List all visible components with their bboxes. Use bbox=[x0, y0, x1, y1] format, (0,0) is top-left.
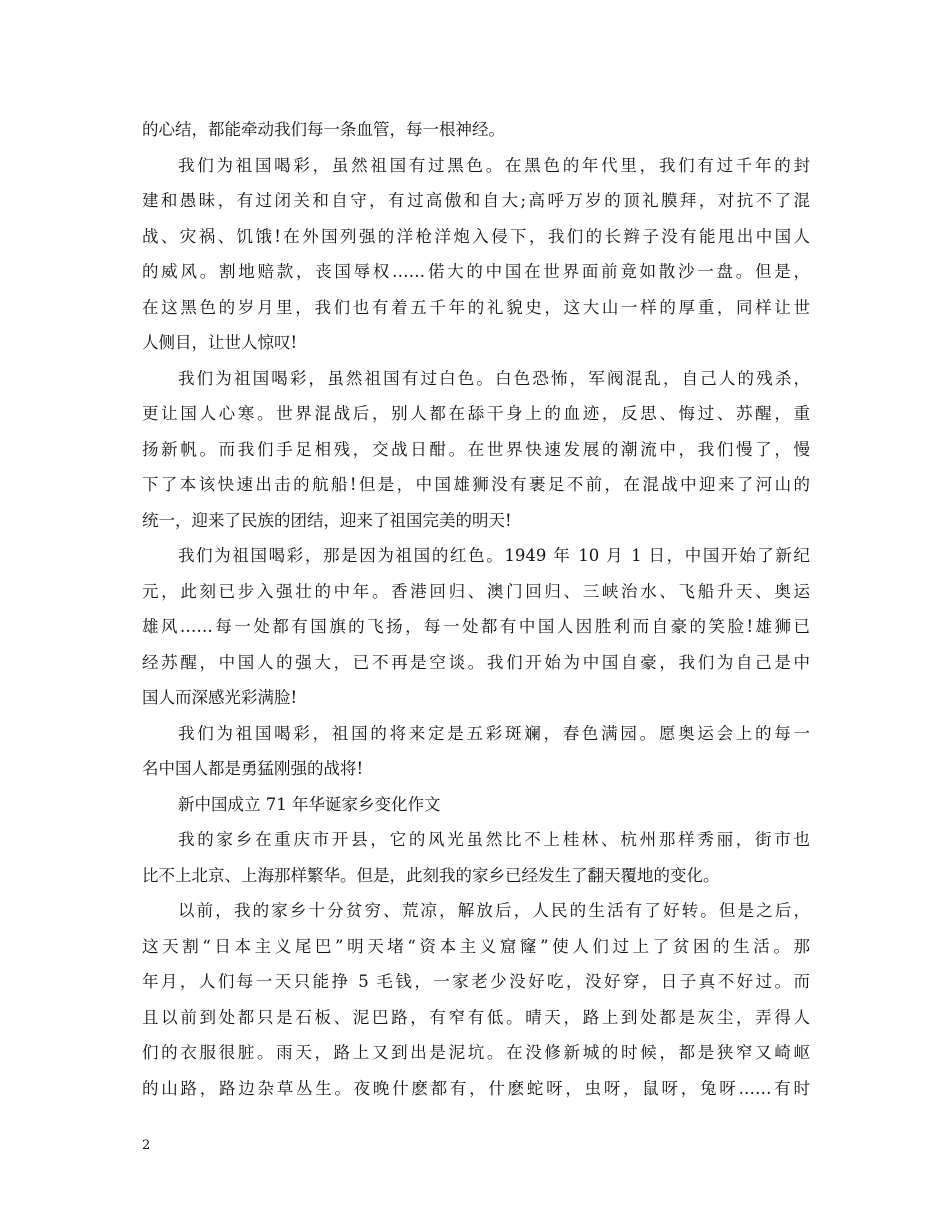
text-line: 年月，人们每一天只能挣 5 毛钱，一家老少没好吃，没好穿，日子真不好过。而 bbox=[142, 972, 810, 991]
text-line: 新中国成立 71 年华诞家乡变化作文 bbox=[178, 794, 441, 814]
text-line: 扬新帆。而我们手足相残，交战日酣。在世界快速发展的潮流中，我们慢了，慢 bbox=[142, 439, 810, 459]
text-line: 国人而深感光彩满脸! bbox=[142, 688, 298, 707]
text-line: 在这黑色的岁月里，我们也有着五千年的礼貌史，这大山一样的厚重，同样让世 bbox=[142, 297, 810, 317]
text-line: 的山路，路边杂草丛生。夜晚什麽都有，什麽蛇呀，虫呀，鼠呀，兔呀……有时 bbox=[142, 1078, 810, 1098]
text-line: 的心结，都能牵动我们每一条血管，每一根神经。 bbox=[142, 120, 505, 139]
text-line: 以前，我的家乡十分贫穷、荒凉，解放后，人民的生活有了好转。但是之后， bbox=[178, 901, 810, 920]
body-text bbox=[142, 112, 810, 1106]
text-line: 们的衣服很脏。雨天，路上又到出是泥坑。在没修新城的时候，都是狭窄又崎岖 bbox=[142, 1043, 810, 1062]
text-line: 我的家乡在重庆市开县，它的风光虽然比不上桂林、杭州那样秀丽，街市也 bbox=[178, 830, 810, 849]
text-line: 我们为祖国喝彩，祖国的将来定是五彩斑斓，春色满园。愿奥运会上的每一 bbox=[178, 723, 810, 743]
text-line: 人侧目，让世人惊叹! bbox=[142, 333, 298, 352]
text-line: 元，此刻已步入强壮的中年。香港回归、澳门回归、三峡治水、飞船升天、奥运 bbox=[142, 581, 810, 601]
page-number: 2 bbox=[142, 1138, 151, 1153]
text-line: 更让国人心寒。世界混战后，别人都在舔干身上的血迹，反思、悔过、苏醒，重 bbox=[142, 404, 810, 423]
text-line: 雄风……每一处都有国旗的飞扬，每一处都有中国人因胜利而自豪的笑脸!雄狮已 bbox=[142, 617, 810, 636]
text-line: 我们为祖国喝彩，虽然祖国有过白色。白色恐怖，军阀混乱，自己人的残杀， bbox=[178, 368, 810, 388]
text-line: 的威风。割地赔款，丧国辱权……偌大的中国在世界面前竟如散沙一盘。但是， bbox=[142, 262, 810, 281]
text-line: 统一，迎来了民族的团结，迎来了祖国完美的明天! bbox=[142, 510, 512, 530]
text-line: 下了本该快速出击的航船!但是，中国雄狮没有裹足不前，在混战中迎来了河山的 bbox=[142, 475, 810, 494]
text-line: 名中国人都是勇猛刚强的战将! bbox=[142, 759, 364, 778]
text-line: 比不上北京、上海那样繁华。但是，此刻我的家乡已经发生了翻天覆地的变化。 bbox=[142, 865, 720, 885]
text-line: 建和愚昧，有过闭关和自守，有过高傲和自大;高呼万岁的顶礼膜拜，对抗不了混 bbox=[142, 191, 810, 210]
text-line: 我们为祖国喝彩，那是因为祖国的红色。1949 年 10 月 1 日，中国开始了新纪 bbox=[178, 546, 810, 565]
text-line: 这天割“日本主义尾巴”明天堵“资本主义窟窿”使人们过上了贫困的生活。那 bbox=[142, 936, 810, 956]
text-line: 经苏醒，中国人的强大，已不再是空谈。我们开始为中国自豪，我们为自己是中 bbox=[142, 652, 810, 672]
text-line: 我们为祖国喝彩，虽然祖国有过黑色。在黑色的年代里，我们有过千年的封 bbox=[178, 155, 810, 175]
text-line: 战、灾祸、饥饿!在外国列强的洋枪洋炮入侵下，我们的长辫子没有能甩出中国人 bbox=[142, 226, 810, 246]
text-line: 且以前到处都只是石板、泥巴路，有窄有低。晴天，路上到处都是灰尘，弄得人 bbox=[142, 1007, 810, 1027]
